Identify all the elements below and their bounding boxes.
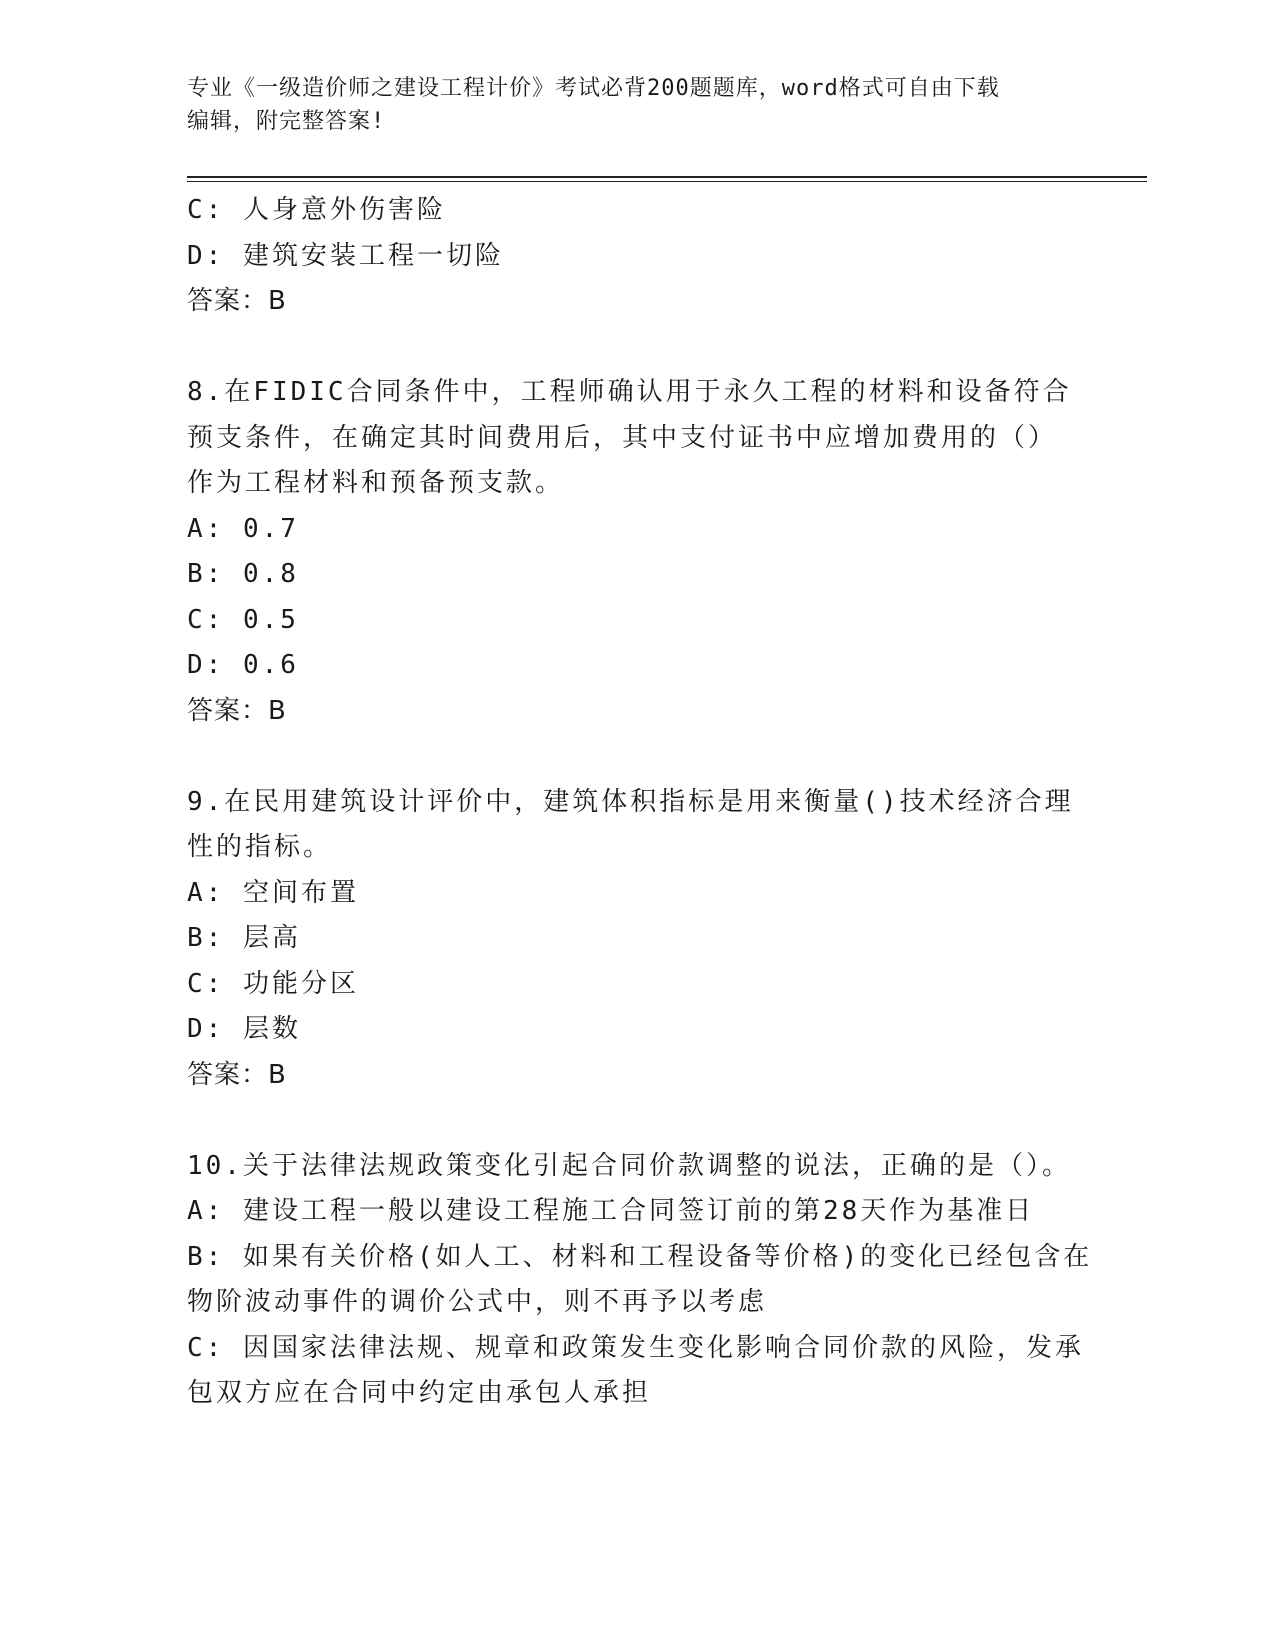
option-d: D: 建筑安装工程一切险 bbox=[187, 240, 504, 271]
answer-line: 答案：B bbox=[187, 286, 287, 316]
question-spacer bbox=[187, 734, 1067, 780]
option-d: D: 层数 bbox=[187, 1014, 301, 1044]
question-stem: 9.在民用建筑设计评价中，建筑体积指标是用来衡量()技术经济合理 bbox=[187, 786, 1074, 817]
question-spacer bbox=[187, 325, 1067, 371]
question-10 bbox=[187, 1144, 1093, 1417]
document-body bbox=[187, 188, 1093, 1417]
answer-line: 答案：B bbox=[187, 1059, 287, 1090]
option-a: A: 空间布置 bbox=[187, 877, 359, 908]
option-c: C: 人身意外伤害险 bbox=[187, 195, 446, 225]
question-stem: 性的指标。 bbox=[187, 832, 333, 862]
document-header bbox=[187, 72, 1067, 138]
document-page bbox=[187, 0, 1147, 1650]
option-c: C: 功能分区 bbox=[187, 968, 359, 999]
question-stem: 作为工程材料和预备预支款。 bbox=[187, 468, 565, 498]
option-b: B: 如果有关价格(如人工、材料和工程设备等价格)的变化已经包含在 bbox=[187, 1241, 1093, 1272]
question-7-tail bbox=[187, 188, 1067, 325]
answer-line: 答案：B bbox=[187, 695, 287, 726]
header-divider-thick bbox=[187, 176, 1147, 178]
question-spacer bbox=[187, 1098, 1067, 1144]
question-9 bbox=[187, 780, 1074, 1099]
option-c: C: 因国家法律法规、规章和政策发生变化影响合同价款的风险，发承 bbox=[187, 1332, 1084, 1363]
option-b: B: 层高 bbox=[187, 923, 301, 953]
header-divider-thin bbox=[187, 181, 1147, 182]
header-line-1: 专业《一级造价师之建设工程计价》考试必背200题题库，word格式可自由下载 bbox=[187, 76, 1000, 101]
option-b: 物阶波动事件的调价公式中，则不再予以考虑 bbox=[187, 1287, 768, 1317]
option-b: B: 0.8 bbox=[187, 559, 299, 589]
question-8 bbox=[187, 370, 1072, 734]
question-stem: 10.关于法律法规政策变化引起合同价款调整的说法，正确的是（）。 bbox=[187, 1150, 1071, 1181]
header-line-2: 编辑，附完整答案! bbox=[187, 109, 386, 134]
option-a: A: 0.7 bbox=[187, 513, 299, 544]
option-d: D: 0.6 bbox=[187, 650, 299, 680]
option-c: C: 0.5 bbox=[187, 604, 299, 635]
option-a: A: 建设工程一般以建设工程施工合同签订前的第28天作为基准日 bbox=[187, 1196, 1035, 1226]
option-c: 包双方应在合同中约定由承包人承担 bbox=[187, 1378, 652, 1408]
question-stem: 8.在FIDIC合同条件中，工程师确认用于永久工程的材料和设备符合 bbox=[187, 377, 1072, 407]
question-stem: 预支条件，在确定其时间费用后，其中支付证书中应增加费用的（） bbox=[187, 422, 1058, 453]
